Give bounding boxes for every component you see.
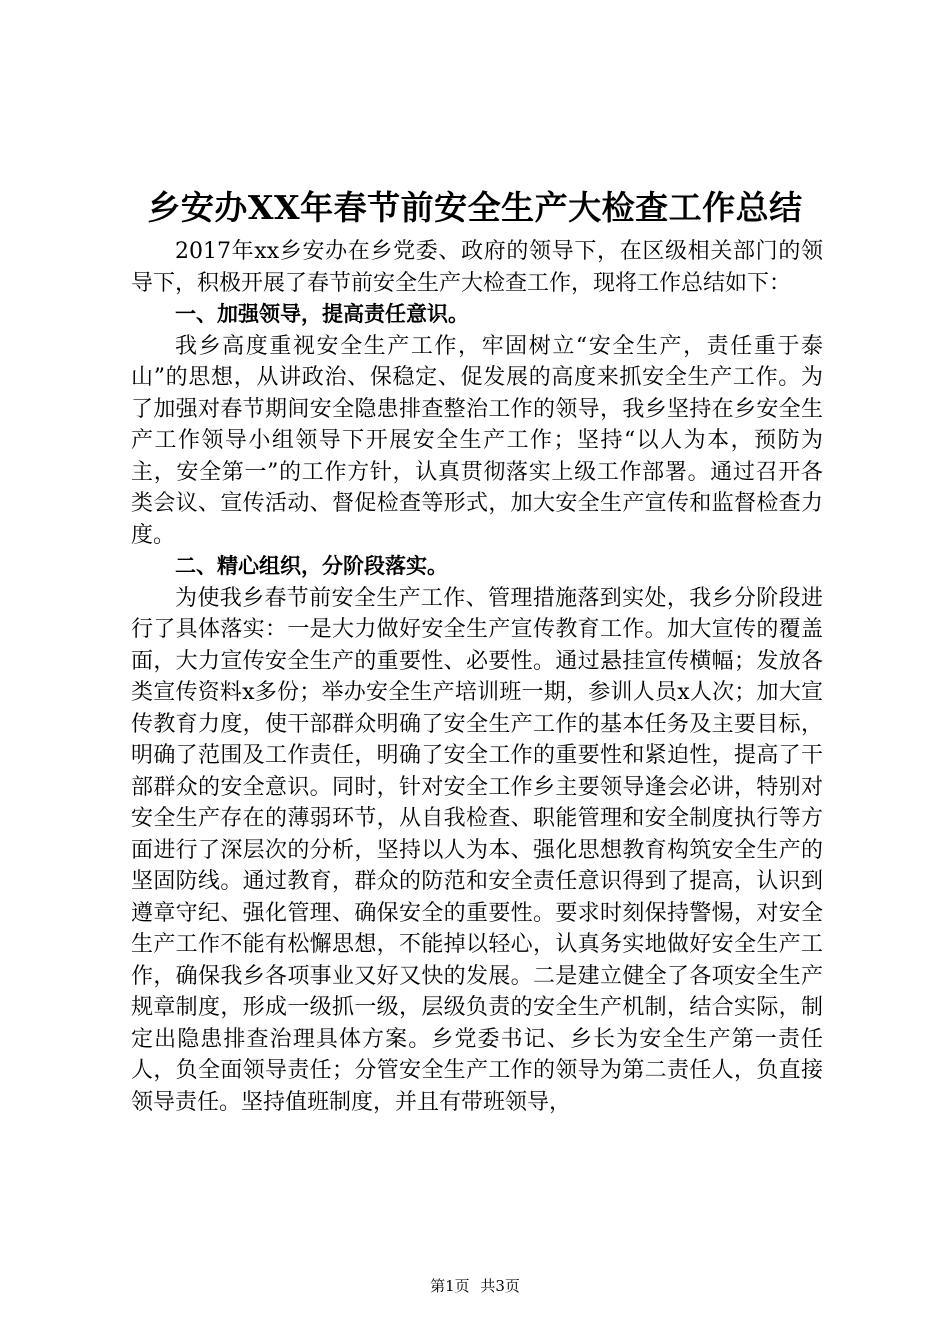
section-paragraph-2: 为使我乡春节前安全生产工作、管理措施落到实处，我乡分阶段进行了具体落实：一是大力做好安全生产宣传教育工作。加大宣传的覆盖面，大力宣传安全生产的重要性、必要性。通过悬挂宣传横幅；发放各类宣传资料x多份；举办安全生产培训班一期，参训人员x人次；加大宣传教育力度，使干部群众明确了安全生产工作的基本任务及主要目标，明确了范围及工作责任，明确了安全工作的重要性和紧迫性，提高了干部群众的安全意识。同时，针对安全工作乡主要领导逢会必讲，特别对安全生产存在的薄弱环节，从自我检查、职能管理和安全制度执行等方面进行了深层次的分析，坚持以人为本、强化思想教育构筑安全生产的坚固防线。通过教育，群众的防范和安全责任意识得到了提高，认识到遵章守纪、强化管理、确保安全的重要性。要求时刻保持警惕，对安全生产工作不能有松懈思想，不能掉以轻心，认真务实地做好安全生产工作，确保我乡各项事业又好又快的发展。二是建立健全了各项安全生产规章制度，形成一级抓一级，层级负责的安全生产机制，结合实际，制定出隐患排查治理具体方案。乡党委书记、乡长为安全生产第一责任人，负全面领导责任；分管安全生产工作的领导为第二责任人，负直接领导责任。坚持值班制度，并且有带班领导，: [131, 585, 823, 1115]
document-title: 乡安办XX年春节前安全生产大检查工作总结: [147, 188, 803, 227]
intro-paragraph: 2017年xx乡安办在乡党委、政府的领导下，在区级相关部门的领导下，积极开展了春节前安全生产大检查工作，现将工作总结如下：: [131, 239, 823, 296]
document-body: [131, 236, 823, 1118]
section-heading-2: 二、精心组织，分阶段落实。: [175, 554, 448, 578]
page-number: 第1页: [430, 1277, 470, 1295]
section-paragraph-1: 我乡高度重视安全生产工作，牢固树立“安全生产，责任重于泰山”的思想，从讲政治、保稳定、促发展的高度来抓安全生产工作。为了加强对春节期间安全隐患排查整治工作的领导，我乡坚持在乡安全生产工作领导小组领导下开展安全生产工作；坚持“以人为本，预防为主，安全第一”的工作方针，认真贯彻落实上级工作部署。通过召开各类会议、宣传活动、督促检查等形式，加大安全生产宣传和监督检查力度。: [131, 333, 823, 548]
page-total: 共3页: [480, 1277, 520, 1295]
section-heading-1: 一、加强领导，提高责任意识。: [175, 302, 469, 326]
page-footer: [0, 1276, 950, 1296]
